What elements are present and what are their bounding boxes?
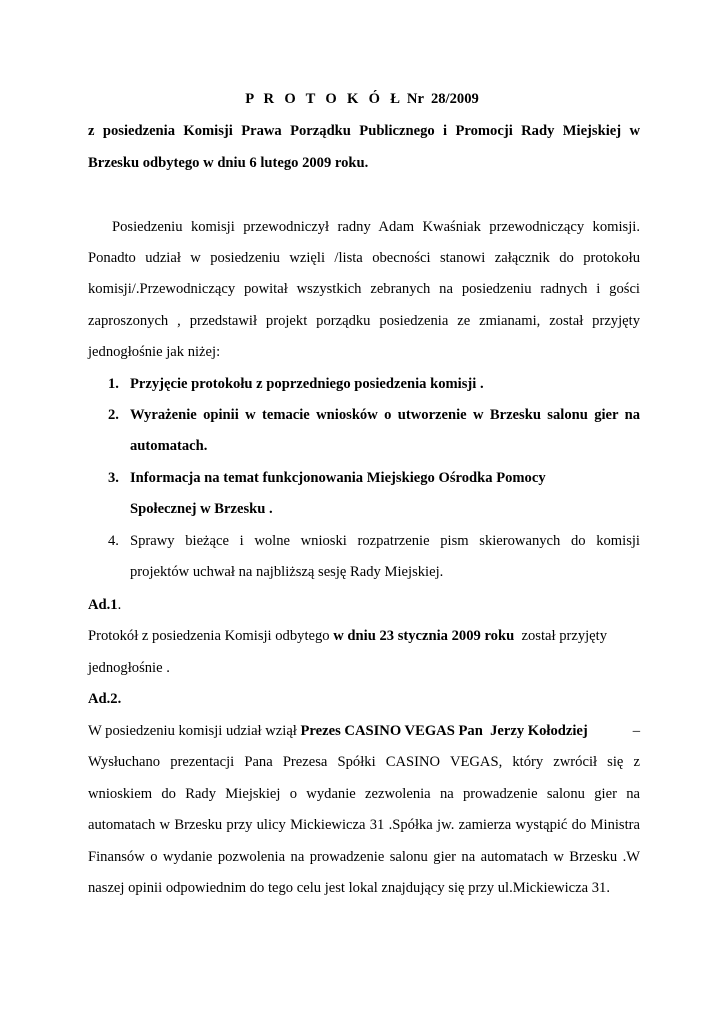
agenda-item-text: Społecznej w Brzesku . [130, 501, 273, 517]
agenda-item-text: Przyjęcie protokołu z poprzedniego posiedzenia komisji . [130, 376, 484, 392]
intro-line-5: jednogłośnie jak niżej: [88, 344, 221, 360]
agenda-item-text: automatach. [130, 438, 208, 454]
subtitle-line-2: Brzesku odbytego w dniu 6 lutego 2009 roku. [88, 155, 369, 171]
ad1-heading-suffix: . [117, 597, 122, 613]
ad2-line-4: automatach w Brzesku przy ulicy Mickiewicza 31 .Spółka jw. zamierza wystąpić do Ministra [88, 817, 640, 833]
agenda-item-number: 3. [108, 470, 119, 486]
intro-line-3: komisji/.Przewodniczący powitał wszystkich zebranych na posiedzeniu radnych i gości [88, 281, 640, 297]
ad1-paragraph-line-1 [88, 627, 640, 645]
intro-line-4: zaproszonych , przedstawił projekt porządku posiedzenia ze zmianami, został przyjęty [88, 313, 640, 329]
ad1-date: w dniu 23 stycznia 2009 roku [333, 628, 515, 644]
ad2-line-5: Finansów o wydanie pozwolenia na prowadzenie salonu gier na automatach w Brzesku .W [88, 849, 640, 865]
agenda-item-text: Sprawy bieżące i wolne wnioski rozpatrzenie pism skierowanych do komisji [130, 533, 640, 549]
ad2-line-6: naszej opinii odpowiednim do tego celu jest lokal znajdujący się przy ul.Mickiewicza 31. [88, 880, 610, 896]
intro-line-2: Ponadto udział w posiedzeniu wzięli /lista obecności stanowi załącznik do protokołu [88, 250, 640, 266]
agenda-item-text: projektów uchwał na najbliższą sesję Rady Miejskiej. [130, 564, 444, 580]
ad2-line-3: wnioskiem do Rady Miejskiej o wydanie zezwolenia na prowadzenie salonu gier na [88, 786, 640, 802]
ad2-line-2: Wysłuchano prezentacji Pana Prezesa Spółki CASINO VEGAS, który zwrócił się z [88, 754, 640, 770]
intro-line-1: Posiedzeniu komisji przewodniczył radny Adam Kwaśniak przewodniczący komisji. [112, 219, 640, 235]
agenda-item-number: 4. [108, 533, 119, 549]
ad1-heading [88, 596, 640, 614]
ad1-text: Protokół z posiedzenia Komisji odbytego [88, 628, 334, 644]
ad2-line-1 [88, 722, 640, 740]
ad1-heading-text: Ad.1 [88, 597, 118, 613]
ad1-paragraph-line-2: jednogłośnie . [88, 660, 170, 676]
subtitle-line-1: z posiedzenia Komisji Prawa Porządku Publicznego i Promocji Rady Miejskiej w [88, 123, 640, 139]
agenda-item-number: 1. [108, 376, 119, 392]
ad2-guest-name: Prezes CASINO VEGAS Pan Jerzy Kołodziej [300, 723, 588, 739]
title-protokol: P R O T O K Ó Ł [245, 91, 404, 107]
agenda-item-text: Wyrażenie opinii w temacie wniosków o utworzenie w Brzesku salonu gier na [130, 407, 640, 423]
ad1-text-end: został przyjęty [514, 628, 608, 644]
document-title [0, 90, 724, 108]
ad2-dash: – [629, 723, 640, 739]
title-number: Nr 28/2009 [403, 91, 479, 107]
ad2-heading: Ad.2. [88, 691, 122, 707]
agenda-item-number: 2. [108, 407, 119, 423]
ad2-text: W posiedzeniu komisji udział wziął [88, 723, 301, 739]
agenda-item-text: Informacja na temat funkcjonowania Miejskiego Ośrodka Pomocy [130, 470, 546, 486]
